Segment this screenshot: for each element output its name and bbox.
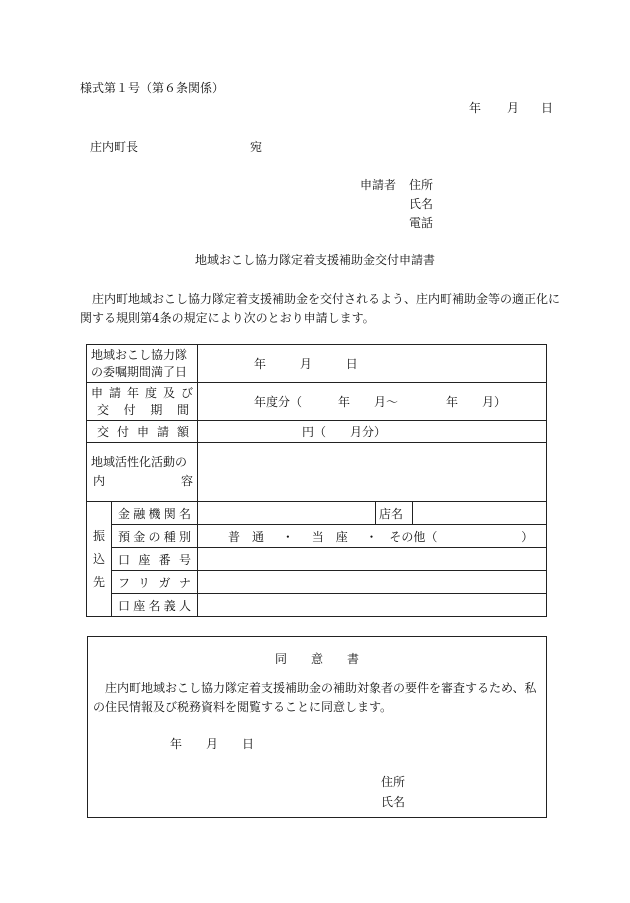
- applicant-label: 申請者: [360, 178, 397, 192]
- deposit-separator-1: ・: [281, 529, 294, 544]
- branch-value[interactable]: [413, 502, 547, 525]
- consent-text-line-1: 庄内町地域おこし協力隊定着支援補助金の補助対象者の要件を審査するため、私: [105, 681, 537, 695]
- branch-label: 店名: [376, 502, 413, 525]
- account-holder-label-cell: [112, 594, 198, 617]
- deposit-type-label: 預金の種別: [118, 529, 192, 544]
- account-holder-value[interactable]: [198, 594, 547, 617]
- bank-name-label-cell: [112, 502, 198, 525]
- row-expiry-value[interactable]: [198, 345, 547, 383]
- row-activity-label-cell: [87, 443, 198, 502]
- row-account-number: [87, 548, 547, 571]
- row-amount-value[interactable]: [198, 421, 547, 443]
- row-period-value[interactable]: [198, 383, 547, 421]
- row-activity-value[interactable]: [198, 443, 547, 502]
- row-amount-label-cell: [87, 421, 198, 443]
- row-fiscal-period: [87, 383, 547, 421]
- bank-name-value[interactable]: [198, 502, 376, 525]
- application-table: [86, 344, 547, 617]
- row-period-label-cell: [87, 383, 198, 421]
- account-number-label-cell: [112, 548, 198, 571]
- deposit-type-options[interactable]: [198, 525, 547, 548]
- applicant-name-label: 氏名: [409, 197, 434, 211]
- deposit-other-close: ）: [521, 529, 534, 544]
- row-expiry-date: [87, 345, 547, 383]
- date-day-label: 日: [541, 101, 554, 115]
- account-number-label: 口座番号: [118, 552, 192, 567]
- transfer-label-cell: [87, 502, 112, 617]
- deposit-ordinary-option[interactable]: 普 通: [228, 529, 265, 544]
- transfer-char-3: 先: [92, 574, 105, 589]
- deposit-separator-2: ・: [365, 529, 378, 544]
- addressee-honorific: 宛: [250, 140, 263, 154]
- furigana-label-cell: [112, 571, 198, 594]
- consent-month-label: 月: [206, 737, 219, 751]
- row-expiry-label-cell: [87, 345, 198, 383]
- period-value-text: 年度分（ 年 月～ 年 月）: [254, 395, 507, 409]
- row-deposit-type: [87, 525, 547, 548]
- row-amount: [87, 421, 547, 443]
- account-number-value[interactable]: [198, 548, 547, 571]
- consent-title: 同 意 書: [274, 652, 359, 666]
- transfer-char-1: 振: [92, 528, 105, 543]
- furigana-value[interactable]: [198, 571, 547, 594]
- purpose-line-2: 関する規則第4条の規定により次のとおり申請します。: [80, 311, 375, 325]
- consent-box: [87, 636, 547, 818]
- addressee-mayor: 庄内町長: [90, 140, 139, 154]
- consent-name-label: 氏名: [381, 795, 406, 809]
- row-expiry-label-line2: の委嘱期間満了日: [91, 364, 188, 379]
- account-holder-label: 口座名義人: [118, 598, 192, 613]
- amount-value-text: 円（ 月分）: [302, 425, 387, 439]
- deposit-current-option[interactable]: 当 座: [311, 529, 348, 544]
- consent-year-label: 年: [170, 737, 183, 751]
- document-title: 地域おこし協力隊定着支援補助金交付申請書: [194, 253, 435, 267]
- row-furigana: [87, 571, 547, 594]
- row-period-label-line1: 申請年度及び: [91, 385, 194, 400]
- consent-day-label: 日: [242, 737, 255, 751]
- consent-address-label: 住所: [381, 775, 406, 789]
- bank-name-label: 金融機関名: [118, 506, 192, 521]
- date-year-label: 年: [469, 101, 482, 115]
- row-activity-label-line1: 地域活性化活動の: [91, 455, 188, 469]
- row-amount-label: 交付申請額: [97, 425, 190, 439]
- applicant-phone-label: 電話: [409, 216, 434, 230]
- furigana-label: フリガナ: [118, 575, 192, 590]
- form-number: 様式第１号（第６条関係）: [80, 81, 225, 95]
- row-activity: [87, 443, 547, 502]
- row-activity-label-yo: 容: [181, 474, 194, 488]
- row-activity-label-naka: 内: [93, 474, 106, 488]
- applicant-address-label: 住所: [409, 178, 434, 192]
- consent-text-line-2: の住民情報及び税務資料を閲覧することに同意します。: [93, 700, 393, 714]
- expiry-year-label: 年: [254, 357, 267, 371]
- row-activity-label-line2: [91, 472, 193, 491]
- purpose-line-1: 庄内町地域おこし協力隊定着支援補助金を交付されるよう、庄内町補助金等の適正化に: [92, 292, 561, 306]
- transfer-char-2: 込: [92, 551, 105, 566]
- deposit-type-label-cell: [112, 525, 198, 548]
- row-expiry-label-line1: 地域おこし協力隊: [91, 347, 188, 362]
- row-bank: [87, 502, 547, 525]
- expiry-day-label: 日: [345, 357, 358, 371]
- deposit-other-option[interactable]: その他（: [389, 529, 438, 544]
- date-month-label: 月: [507, 101, 520, 115]
- row-account-holder: [87, 594, 547, 617]
- expiry-month-label: 月: [299, 357, 312, 371]
- row-period-label-line2: 交付期間: [97, 402, 190, 417]
